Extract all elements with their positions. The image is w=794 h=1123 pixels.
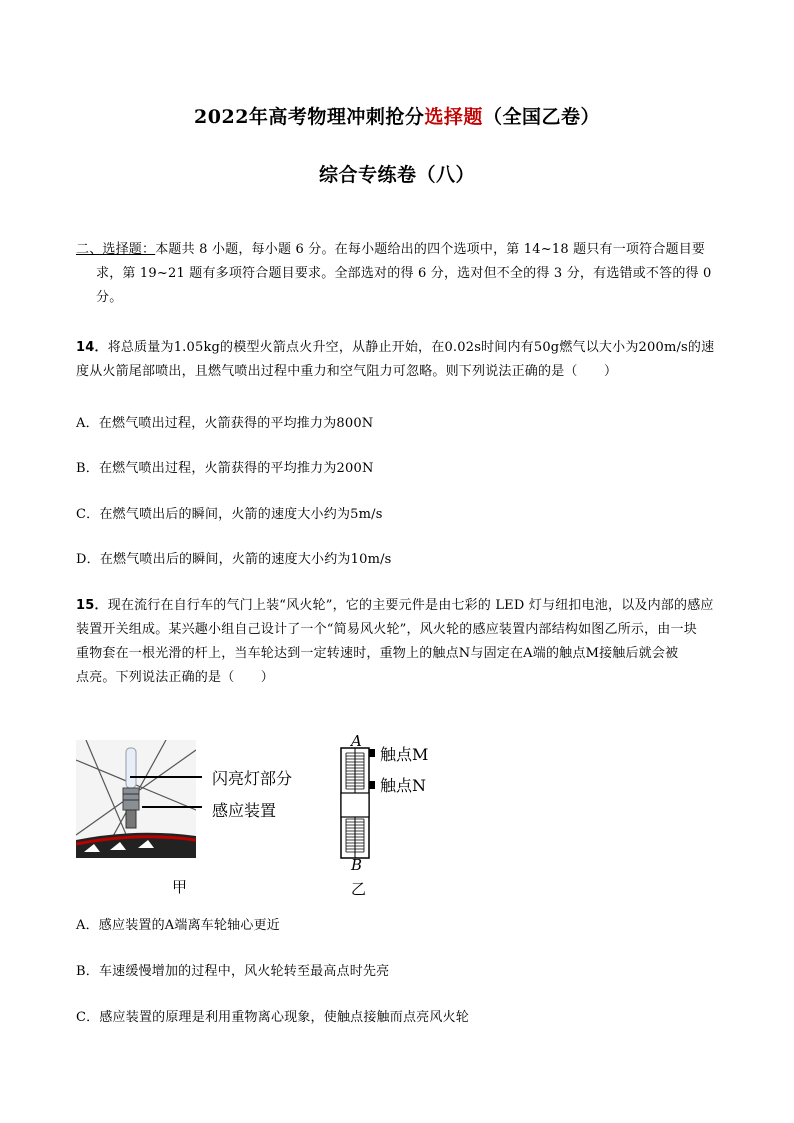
figure-diagram-sensor <box>330 735 380 865</box>
q14-option-b[interactable]: B．在燃气喷出过程，火箭获得的平均推力为200N <box>76 461 374 476</box>
end-b-label: B <box>351 856 363 874</box>
page-title: 2022年高考物理冲刺抢分选择题（全国乙卷） <box>194 106 600 128</box>
figure-caption-b: 乙 <box>351 880 367 898</box>
leader-line <box>142 806 202 808</box>
contact-n-label: 触点N <box>380 776 427 795</box>
leader-line <box>130 776 202 778</box>
q15-option-b[interactable]: B．车速缓慢增加的过程中，风火轮转至最高点时先亮 <box>76 964 390 979</box>
figure-photo-bicycle-valve <box>76 740 196 858</box>
page-subtitle: 综合专练卷（八） <box>318 164 475 186</box>
section-instructions: 二、选择题：本题共 8 小题，每小题 6 分。在每小题给出的四个选项中，第 14~18 题只有一项符合题目要 求，第 19~21 题有多项符合题目要求。全部选对的得 6 分，选对但不全的得 3 分，有选错或不答的得 0 分。 <box>76 242 712 305</box>
question-number: 14． <box>76 340 108 355</box>
end-a-label: A <box>351 732 362 750</box>
question-14: 14．将总质量为1.05kg的模型火箭点火升空，从静止开始，在0.02s时间内有50g燃气以大小为200m/s的速 度从火箭尾部喷出，且燃气喷出过程中重力和空气阻力可忽略。则下列说法正确的是（ ） <box>76 340 715 379</box>
q14-option-a[interactable]: A．在燃气喷出过程，火箭获得的平均推力为800N <box>76 416 374 431</box>
q14-option-d[interactable]: D．在燃气喷出后的瞬间，火箭的速度大小约为10m/s <box>76 552 392 567</box>
question-number: 15． <box>76 598 108 613</box>
label-sensor: 感应装置 <box>212 801 277 820</box>
contact-m-label: 触点M <box>380 745 429 764</box>
q15-option-c[interactable]: C．感应装置的原理是利用重物离心现象，使触点接触而点亮风火轮 <box>76 1010 469 1025</box>
title-highlight: 选择题 <box>424 106 483 128</box>
label-flash-part: 闪亮灯部分 <box>212 769 293 788</box>
q14-option-c[interactable]: C．在燃气喷出后的瞬间，火箭的速度大小约为5m/s <box>76 507 383 522</box>
figure-caption-a: 甲 <box>172 878 188 896</box>
question-15: 15．现在流行在自行车的气门上装“风火轮”，它的主要元件是由七彩的 LED 灯与纽扣电池，以及内部的感应 装置开关组成。某兴趣小组自己设计了一个“简易风火轮”，风火轮的感应装置内部结构如图乙所示，由一块 重物套在一根光滑的杆上，当车轮达到一定转速时，重物上的触点N与固定在A端的触点M接触后就会被 点亮。下列说法正确的是（ ） <box>76 598 714 685</box>
q15-option-a[interactable]: A．感应装置的A端离车轮轴心更近 <box>76 918 280 933</box>
